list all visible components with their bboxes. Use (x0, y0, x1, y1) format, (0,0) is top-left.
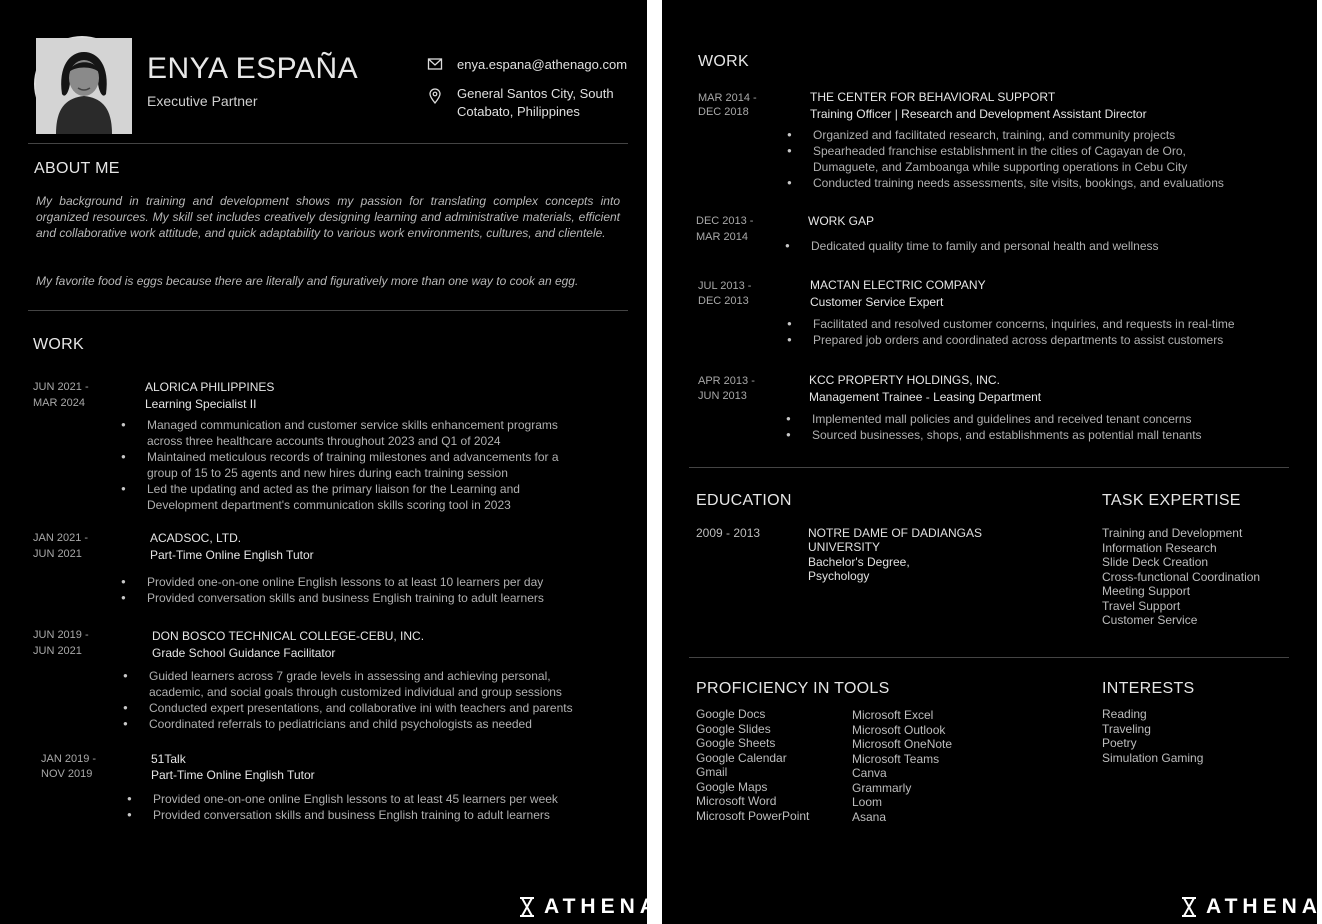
map-pin-icon (427, 88, 443, 104)
list-item: Poetry (1102, 736, 1137, 750)
job-role: Management Trainee - Leasing Department (809, 390, 1042, 404)
logo-text: ATHENA (544, 895, 660, 918)
job-company: KCC PROPERTY HOLDINGS, INC. (809, 373, 1000, 387)
job-date-end: NOV 2019 (41, 768, 93, 780)
job-company: 51Talk (151, 752, 186, 766)
list-item: Canva (852, 766, 887, 780)
list-item: Simulation Gaming (1102, 750, 1204, 765)
about-paragraph-1: My background in training and development shows my passion for translating complex concepts into organized resources. My skill set includes creatively designing learning and administrative materials, efficient and collaborative work attitude, and quick adaptability to various work environments, cultures, and clientele. (36, 194, 620, 240)
candidate-title: Executive Partner (147, 93, 258, 109)
job-date-start: JAN 2021 - (33, 532, 89, 544)
list-item: Microsoft Excel (852, 708, 934, 722)
list-item: Google Slides (696, 721, 771, 736)
list-item: Cross-functional Coordination (1102, 569, 1261, 584)
email-text: enya.espana@athenago.com (457, 57, 628, 72)
list-item: Traveling (1102, 721, 1151, 736)
job-bullets (786, 411, 1202, 443)
tools-heading: PROFICIENCY IN TOOLS (696, 680, 890, 697)
job-bullets (123, 668, 573, 732)
job-company: ALORICA PHILIPPINES (145, 380, 275, 394)
list-item: Microsoft OneNote (852, 737, 953, 751)
divider (28, 143, 628, 144)
bullet-item: ● Managed communication and customer service skills enhancement programs across three healthcare accounts throughout 2023 and Q1 of 2024 (121, 417, 559, 449)
job-date-start: MAR 2014 - (698, 92, 757, 104)
bullet-item: ● Organized and facilitated research, training, and community projects (787, 127, 1224, 143)
bullet-item: ● Coordinated referrals to pediatricians and child psychologists as needed (123, 716, 573, 732)
athena-logo (1180, 895, 1322, 919)
job-role: Part-Time Online English Tutor (150, 548, 314, 562)
bullet-item: ● Provided one-on-one online English lessons to at least 45 learners per week (127, 791, 558, 807)
tools-column-1 (696, 707, 809, 823)
list-item: Slide Deck Creation (1102, 555, 1209, 569)
location-line-2: Cotabato, Philippines (457, 104, 580, 119)
list-item: Meeting Support (1102, 584, 1191, 598)
job-bullets (787, 316, 1235, 348)
job-date-end: MAR 2014 (696, 231, 748, 243)
job-bullets (121, 574, 544, 606)
education-heading: EDUCATION (696, 492, 792, 509)
list-item: Google Sheets (696, 736, 776, 750)
bullet-item: ● Conducted expert presentations, and collaborative ini with teachers and parents (123, 700, 573, 716)
job-date-end: MAR 2024 (33, 397, 85, 409)
list-item: Microsoft Teams (852, 751, 940, 766)
job-bullets (127, 791, 558, 823)
job-date-start: DEC 2013 - (696, 215, 754, 227)
job-company: WORK GAP (808, 214, 875, 228)
school-name-line-1: NOTRE DAME OF DADIANGAS (808, 526, 983, 540)
job-company: ACADSOC, LTD. (150, 531, 242, 545)
task-expertise-list (1102, 526, 1260, 628)
candidate-name: ENYA ESPAÑA (147, 52, 359, 85)
bullet-item: ● Implemented mall policies and guidelines and received tenant concerns (786, 411, 1202, 427)
list-item: Loom (852, 795, 883, 809)
location-line-1: General Santos City, South (457, 86, 614, 101)
list-item: Grammarly (852, 780, 912, 795)
job-date-end: JUN 2021 (33, 548, 82, 560)
bullet-item: ● Provided conversation skills and business English training to adult learners (127, 807, 558, 823)
bullet-item: ● Facilitated and resolved customer concerns, inquiries, and requests in real-time (787, 316, 1235, 332)
avatar (34, 36, 130, 132)
list-item: Microsoft Outlook (852, 722, 946, 737)
job-date-end: JUN 2021 (33, 645, 82, 657)
education-years: 2009 - 2013 (696, 526, 761, 540)
bullet-item: ● Conducted training needs assessments, site visits, bookings, and evaluations (787, 175, 1224, 191)
bullet-item: ● Provided one-on-one online English lessons to at least 10 learners per day (121, 574, 544, 590)
portrait-photo (36, 38, 132, 134)
about-heading: ABOUT ME (34, 160, 120, 177)
list-item: Travel Support (1102, 598, 1181, 613)
job-date-start: JAN 2019 - (41, 753, 97, 765)
work-heading: WORK (33, 336, 84, 353)
about-paragraph-2: My favorite food is eggs because there are literally and figuratively more than one way to cook an egg. (36, 274, 579, 288)
interests-heading: INTERESTS (1102, 680, 1195, 697)
athena-logo (518, 895, 660, 919)
degree-line-2: Psychology (808, 569, 870, 583)
list-item: Training and Development (1102, 526, 1243, 540)
job-date-start: JUN 2021 - (33, 381, 89, 393)
divider (28, 310, 628, 311)
job-date-start: JUN 2019 - (33, 629, 89, 641)
job-role: Customer Service Expert (810, 295, 944, 309)
list-item: Google Docs (696, 707, 766, 721)
hourglass-icon (1180, 896, 1198, 918)
list-item: Microsoft PowerPoint (696, 808, 810, 823)
work-heading: WORK (698, 53, 749, 70)
bullet-item: ● Spearheaded franchise establishment in the cities of Cagayan de Oro, Dumaguete, and Zamboanga while supporting operations in Cebu City (787, 143, 1224, 175)
logo-text: ATHENA (1206, 895, 1322, 918)
job-role: Part-Time Online English Tutor (151, 768, 315, 782)
job-company: MACTAN ELECTRIC COMPANY (810, 278, 986, 292)
job-date-end: DEC 2018 (698, 106, 749, 118)
tools-column-2 (852, 708, 952, 824)
job-date-end: JUN 2013 (698, 390, 747, 402)
bullet-item: ● Guided learners across 7 grade levels in assessing and achieving personal, academic, and social goals through customized individual and group sessions (123, 668, 573, 700)
resume-page-2 (662, 0, 1322, 924)
job-role: Training Officer | Research and Development Assistant Director (810, 107, 1147, 121)
envelope-icon (427, 56, 443, 72)
bullet-item: ● Dedicated quality time to family and personal health and wellness (785, 238, 1159, 254)
divider (689, 657, 1289, 658)
list-item: Google Maps (696, 779, 768, 794)
task-expertise-heading: TASK EXPERTISE (1102, 492, 1241, 509)
list-item: Gmail (696, 765, 728, 779)
bullet-item: ● Sourced businesses, shops, and establishments as potential mall tenants (786, 427, 1202, 443)
interests-list (1102, 707, 1203, 765)
bullet-item: ● Maintained meticulous records of training milestones and advancements for a group of 15 to 25 agents and new hires during each training session (121, 449, 559, 481)
resume-page-1 (0, 0, 660, 924)
job-bullets (787, 127, 1224, 191)
job-date-start: JUL 2013 - (698, 280, 752, 292)
job-role: Learning Specialist II (145, 397, 257, 411)
job-company: DON BOSCO TECHNICAL COLLEGE-CEBU, INC. (152, 629, 425, 643)
list-item: Customer Service (1102, 613, 1198, 627)
hourglass-icon (518, 896, 536, 918)
list-item: Reading (1102, 707, 1147, 721)
bullet-item: ● Provided conversation skills and business English training to adult learners (121, 590, 544, 606)
degree-line-1: Bachelor's Degree, (808, 555, 910, 569)
job-date-start: APR 2013 - (698, 375, 755, 387)
job-date-end: DEC 2013 (698, 295, 749, 307)
job-bullets (785, 238, 1159, 254)
bullet-item: ● Prepared job orders and coordinated across departments to assist customers (787, 332, 1235, 348)
job-bullets (121, 417, 559, 513)
list-item: Information Research (1102, 540, 1217, 555)
bullet-item: ● Led the updating and acted as the primary liaison for the Learning and Development department's communication skills scoring tool in 2023 (121, 481, 559, 513)
list-item: Microsoft Word (696, 794, 777, 808)
job-company: THE CENTER FOR BEHAVIORAL SUPPORT (810, 90, 1056, 104)
list-item: Asana (852, 809, 887, 824)
job-role: Grade School Guidance Facilitator (152, 646, 336, 660)
divider (689, 467, 1289, 468)
list-item: Google Calendar (696, 750, 787, 765)
school-name-line-2: UNIVERSITY (808, 540, 881, 554)
